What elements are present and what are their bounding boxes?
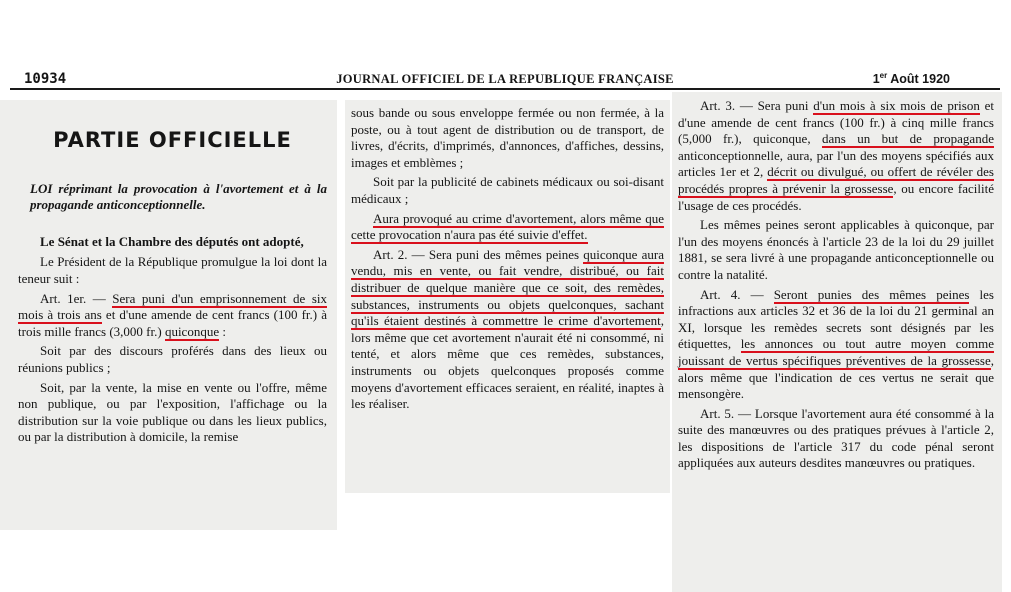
article-1-paragraph: Art. 1er. — Sera puni d'un emprisonnement de six mois à trois ans et d'une amende de cent francs (100 fr.) à trois mille francs (3,000 fr.) quiconque :	[18, 290, 328, 339]
continuation-paragraph: sous bande ou sous enveloppe fermée ou non fermée, à la poste, ou à tout agent de distribution ou de transport, de livres, d'écrits, d'imprimés, d'annonces, d'affiches, dessins, images et emblèmes ;	[351, 105, 664, 170]
underlined-provocation: Aura provoqué au crime d'avortement, alors même que cette provocation n'aura pas été suivie d'effet.	[351, 210, 664, 243]
underlined-procedes: décrit ou divulgué, ou offert de révéler des procédés propres à prévenir la grossesse	[678, 164, 994, 196]
journal-masthead	[10, 68, 1000, 90]
underlined-memes-peines: Seront punies des mêmes peines	[773, 286, 970, 302]
memes-peines-paragraph: Les mêmes peines seront applicables à quiconque, par l'un des moyens énoncés à l'article 23 de la loi du 29 juillet 1881, se sera livré à une propagande anticonceptionnelle ou contre la natalité.	[678, 217, 994, 282]
promulgation-paragraph: Le Président de la République promulgue la loi dont la teneur suit :	[18, 254, 327, 286]
underlined-prison: d'un mois à six mois de prison	[813, 98, 980, 113]
article-5-paragraph: Art. 5. — Lorsque l'avortement aura été consommé à la suite des manœuvres ou des pratiques prévues à l'article 2, les dispositions de l'article 317 du code pénal seront appliquées aux auteurs desdites manœuvres ou pratiques.	[678, 405, 994, 471]
column-right	[672, 92, 1002, 592]
provocation-paragraph	[351, 211, 664, 244]
issue-date: 1er Août 1920	[872, 71, 950, 87]
column-left	[0, 100, 337, 530]
underlined-penalty: Sera puni d'un emprisonnement de six mois à trois ans	[18, 290, 327, 323]
article-4-paragraph: Art. 4. — Seront punies des mêmes peines les infractions aux articles 32 et 36 de la loi du 21 germinal an XI, lorsque les remèdes secrets sont désignés par les étiquettes, les annonces ou tout autre moyen comme jouissant de vertus spécifiques préventives de la grossesse, alors même que l'indication de ces vertus ne serait que mensongère.	[678, 286, 994, 402]
section-heading: PARTIE OFFICIELLE	[53, 128, 292, 152]
law-title: LOI réprimant la provocation à l'avortement et à la propagande anticonceptionnelle.	[30, 180, 327, 213]
underlined-propagande: dans un but de propagande	[821, 131, 994, 147]
underlined-article-2: quiconque aura vendu, mis en vente, ou fait vendre, distribué, ou fait distribuer de quelque manière que ce soit, des remèdes, substances, instruments ou objets quelconques, sachant qu'ils étaient destinés à commettre le crime d'avortement	[351, 246, 664, 329]
underlined-quiconque: quiconque	[164, 323, 220, 339]
article-3-paragraph: Art. 3. — Sera puni d'un mois à six mois de prison et d'une amende de cent francs (100 fr.) à cinq mille francs (5,000 fr.), quiconque, dans un but de propagande anticonceptionnelle, aura, par l'un des moyens spécifiés aux articles 1er et 2, décrit ou divulgué, ou offert de révéler des procédés propres à prévenir la grossesse, ou encore facilité l'usage de ces procédés.	[678, 98, 994, 213]
underlined-annonces: les annonces ou tout autre moyen comme jouissant de vertus spécifiques préventives de la grossesse	[678, 336, 994, 368]
adoption-paragraph: Le Sénat et la Chambre des députés ont adopté,	[40, 233, 304, 249]
publicite-paragraph: Soit par la publicité de cabinets médicaux ou soi-disant médicaux ;	[351, 174, 664, 206]
discours-paragraph: Soit par des discours proférés dans des lieux ou réunions publics ;	[18, 343, 327, 375]
column-middle	[345, 100, 670, 493]
page-number: 10934	[24, 71, 67, 87]
article-2-paragraph: Art. 2. — Sera puni des mêmes peines quiconque aura vendu, mis en vente, ou fait vendre, distribué, ou fait distribuer de quelque manière que ce soit, des remèdes, substances, instruments ou objets quelconques, sachant qu'ils étaient destinés à commettre le crime d'avortement, lors même que cet avortement n'aurait été ni consommé, ni tenté, et alors même que ces remèdes, substances, instruments ou objets quelconques proposés comme moyens d'avortement efficaces seraient, en réalité, inaptes à les réaliser.	[351, 246, 664, 412]
journal-title: JOURNAL OFFICIEL DE LA REPUBLIQUE FRANÇAISE	[336, 72, 674, 86]
vente-paragraph: Soit, par la vente, la mise en vente ou l'offre, même non publique, ou par l'exposition, l'affichage ou la distribution sur la voie publique ou dans les lieux publics, ou par la distribution à domicile, la remise	[18, 379, 327, 445]
